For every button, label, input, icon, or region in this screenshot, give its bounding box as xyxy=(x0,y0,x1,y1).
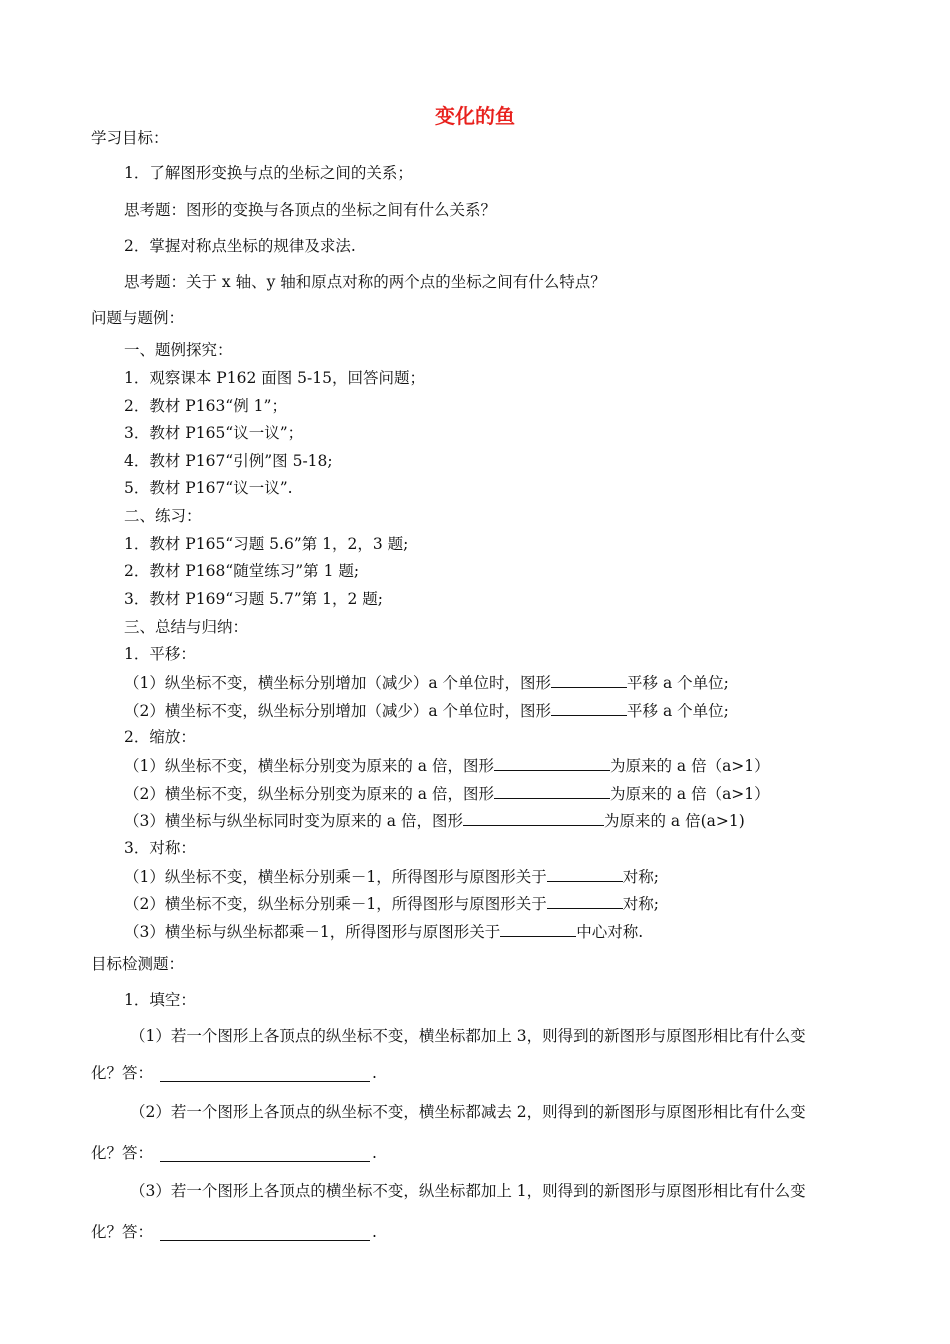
answer-blank[interactable] xyxy=(500,921,576,937)
subsection-heading: 二、练习： xyxy=(124,507,202,525)
fill-line-text: （1）纵坐标不变，横坐标分别增加（减少）a 个单位时，图形 xyxy=(124,674,552,692)
fill-line-text: （3）横坐标与纵坐标同时变为原来的 a 倍，图形 xyxy=(124,812,463,830)
fill-line-text: 平移 a 个单位; xyxy=(627,702,729,720)
fill-line-text: 为原来的 a 倍（a>1） xyxy=(609,785,770,803)
list-item: 5．教材 P167“议一议”. xyxy=(124,479,293,497)
think-question-2: 思考题：关于 x 轴、y 轴和原点对称的两个点的坐标之间有什么特点？ xyxy=(124,273,606,291)
fill-line-text: （1）纵坐标不变，横坐标分别乘－1，所得图形与原图形关于 xyxy=(124,868,547,886)
fill-line-text: （2）横坐标不变，纵坐标分别增加（减少）a 个单位时，图形 xyxy=(124,702,552,720)
objective-2: 2．掌握对称点坐标的规律及求法. xyxy=(124,237,356,255)
objective-1: 1．了解图形变换与点的坐标之间的关系； xyxy=(124,164,413,182)
answer-label: 化？答： xyxy=(91,1223,154,1241)
question-2: （2）若一个图形上各顶点的纵坐标不变，横坐标都减去 2，则得到的新图形与原图形相比有什么变 xyxy=(130,1103,806,1121)
list-item: 2．教材 P168“随堂练习”第 1 题; xyxy=(124,562,360,580)
question-1: （1）若一个图形上各顶点的纵坐标不变，横坐标都加上 3，则得到的新图形与原图形相比有什么变 xyxy=(130,1027,806,1045)
fill-line xyxy=(124,893,659,914)
fill-line-text: （1）纵坐标不变，横坐标分别变为原来的 a 倍，图形 xyxy=(124,757,494,775)
section-heading-objectives: 学习目标： xyxy=(91,129,169,147)
fill-line-text: 对称; xyxy=(622,868,659,886)
fill-line-text: （3）横坐标与纵坐标都乘－1，所得图形与原图形关于 xyxy=(124,923,501,941)
answer-blank[interactable] xyxy=(494,783,610,799)
answer-blank[interactable] xyxy=(547,866,623,882)
page-title: 变化的鱼 xyxy=(435,104,515,128)
period-mark: . xyxy=(372,1144,377,1162)
section-heading-test: 目标检测题： xyxy=(91,955,185,973)
fill-line-text: 为原来的 a 倍（a>1） xyxy=(609,757,770,775)
fill-line xyxy=(124,672,729,693)
answer-blank[interactable] xyxy=(551,672,627,688)
fill-line-text: 对称; xyxy=(622,895,659,913)
answer-line[interactable] xyxy=(160,1080,370,1082)
topic-heading: 1．平移： xyxy=(124,645,196,663)
fill-line-text: 中心对称. xyxy=(576,923,644,941)
answer-blank[interactable] xyxy=(547,893,623,909)
section-heading-problems: 问题与题例： xyxy=(91,309,185,327)
fill-line-text: （2）横坐标不变，纵坐标分别乘－1，所得图形与原图形关于 xyxy=(124,895,547,913)
fill-line xyxy=(124,700,729,721)
answer-blank[interactable] xyxy=(463,810,604,826)
list-item: 3．教材 P165“议一议”； xyxy=(124,424,304,442)
fill-line-text: （2）横坐标不变，纵坐标分别变为原来的 a 倍，图形 xyxy=(124,785,494,803)
answer-blank[interactable] xyxy=(494,755,610,771)
period-mark: . xyxy=(372,1064,377,1082)
subsection-heading: 三、总结与归纳： xyxy=(124,618,249,636)
list-item: 2．教材 P163“例 1”； xyxy=(124,397,287,415)
fill-line xyxy=(124,810,745,831)
answer-line[interactable] xyxy=(160,1239,370,1241)
topic-heading: 2．缩放： xyxy=(124,728,196,746)
think-question-1: 思考题：图形的变换与各顶点的坐标之间有什么关系？ xyxy=(124,201,497,219)
answer-blank[interactable] xyxy=(551,700,627,716)
list-item: 1．观察课本 P162 面图 5-15，回答问题； xyxy=(124,369,425,387)
list-item: 3．教材 P169“习题 5.7”第 1，2 题; xyxy=(124,590,384,608)
topic-heading: 3．对称： xyxy=(124,839,196,857)
subsection-heading: 一、题例探究： xyxy=(124,341,233,359)
fill-line xyxy=(124,783,770,804)
period-mark: . xyxy=(372,1223,377,1241)
fill-line-text: 平移 a 个单位; xyxy=(627,674,729,692)
fill-line-text: 为原来的 a 倍(a>1) xyxy=(603,812,745,830)
fill-line xyxy=(124,866,659,887)
fill-line xyxy=(124,921,643,942)
answer-line[interactable] xyxy=(160,1160,370,1162)
list-item: 4．教材 P167“引例”图 5-18; xyxy=(124,452,333,470)
exercise-heading: 1．填空： xyxy=(124,991,196,1009)
list-item: 1．教材 P165“习题 5.6”第 1，2，3 题; xyxy=(124,535,409,553)
answer-label: 化？答： xyxy=(91,1144,154,1162)
question-3: （3）若一个图形上各顶点的横坐标不变，纵坐标都加上 1，则得到的新图形与原图形相比有什么变 xyxy=(130,1182,806,1200)
answer-label: 化？答： xyxy=(91,1064,154,1082)
fill-line xyxy=(124,755,770,776)
